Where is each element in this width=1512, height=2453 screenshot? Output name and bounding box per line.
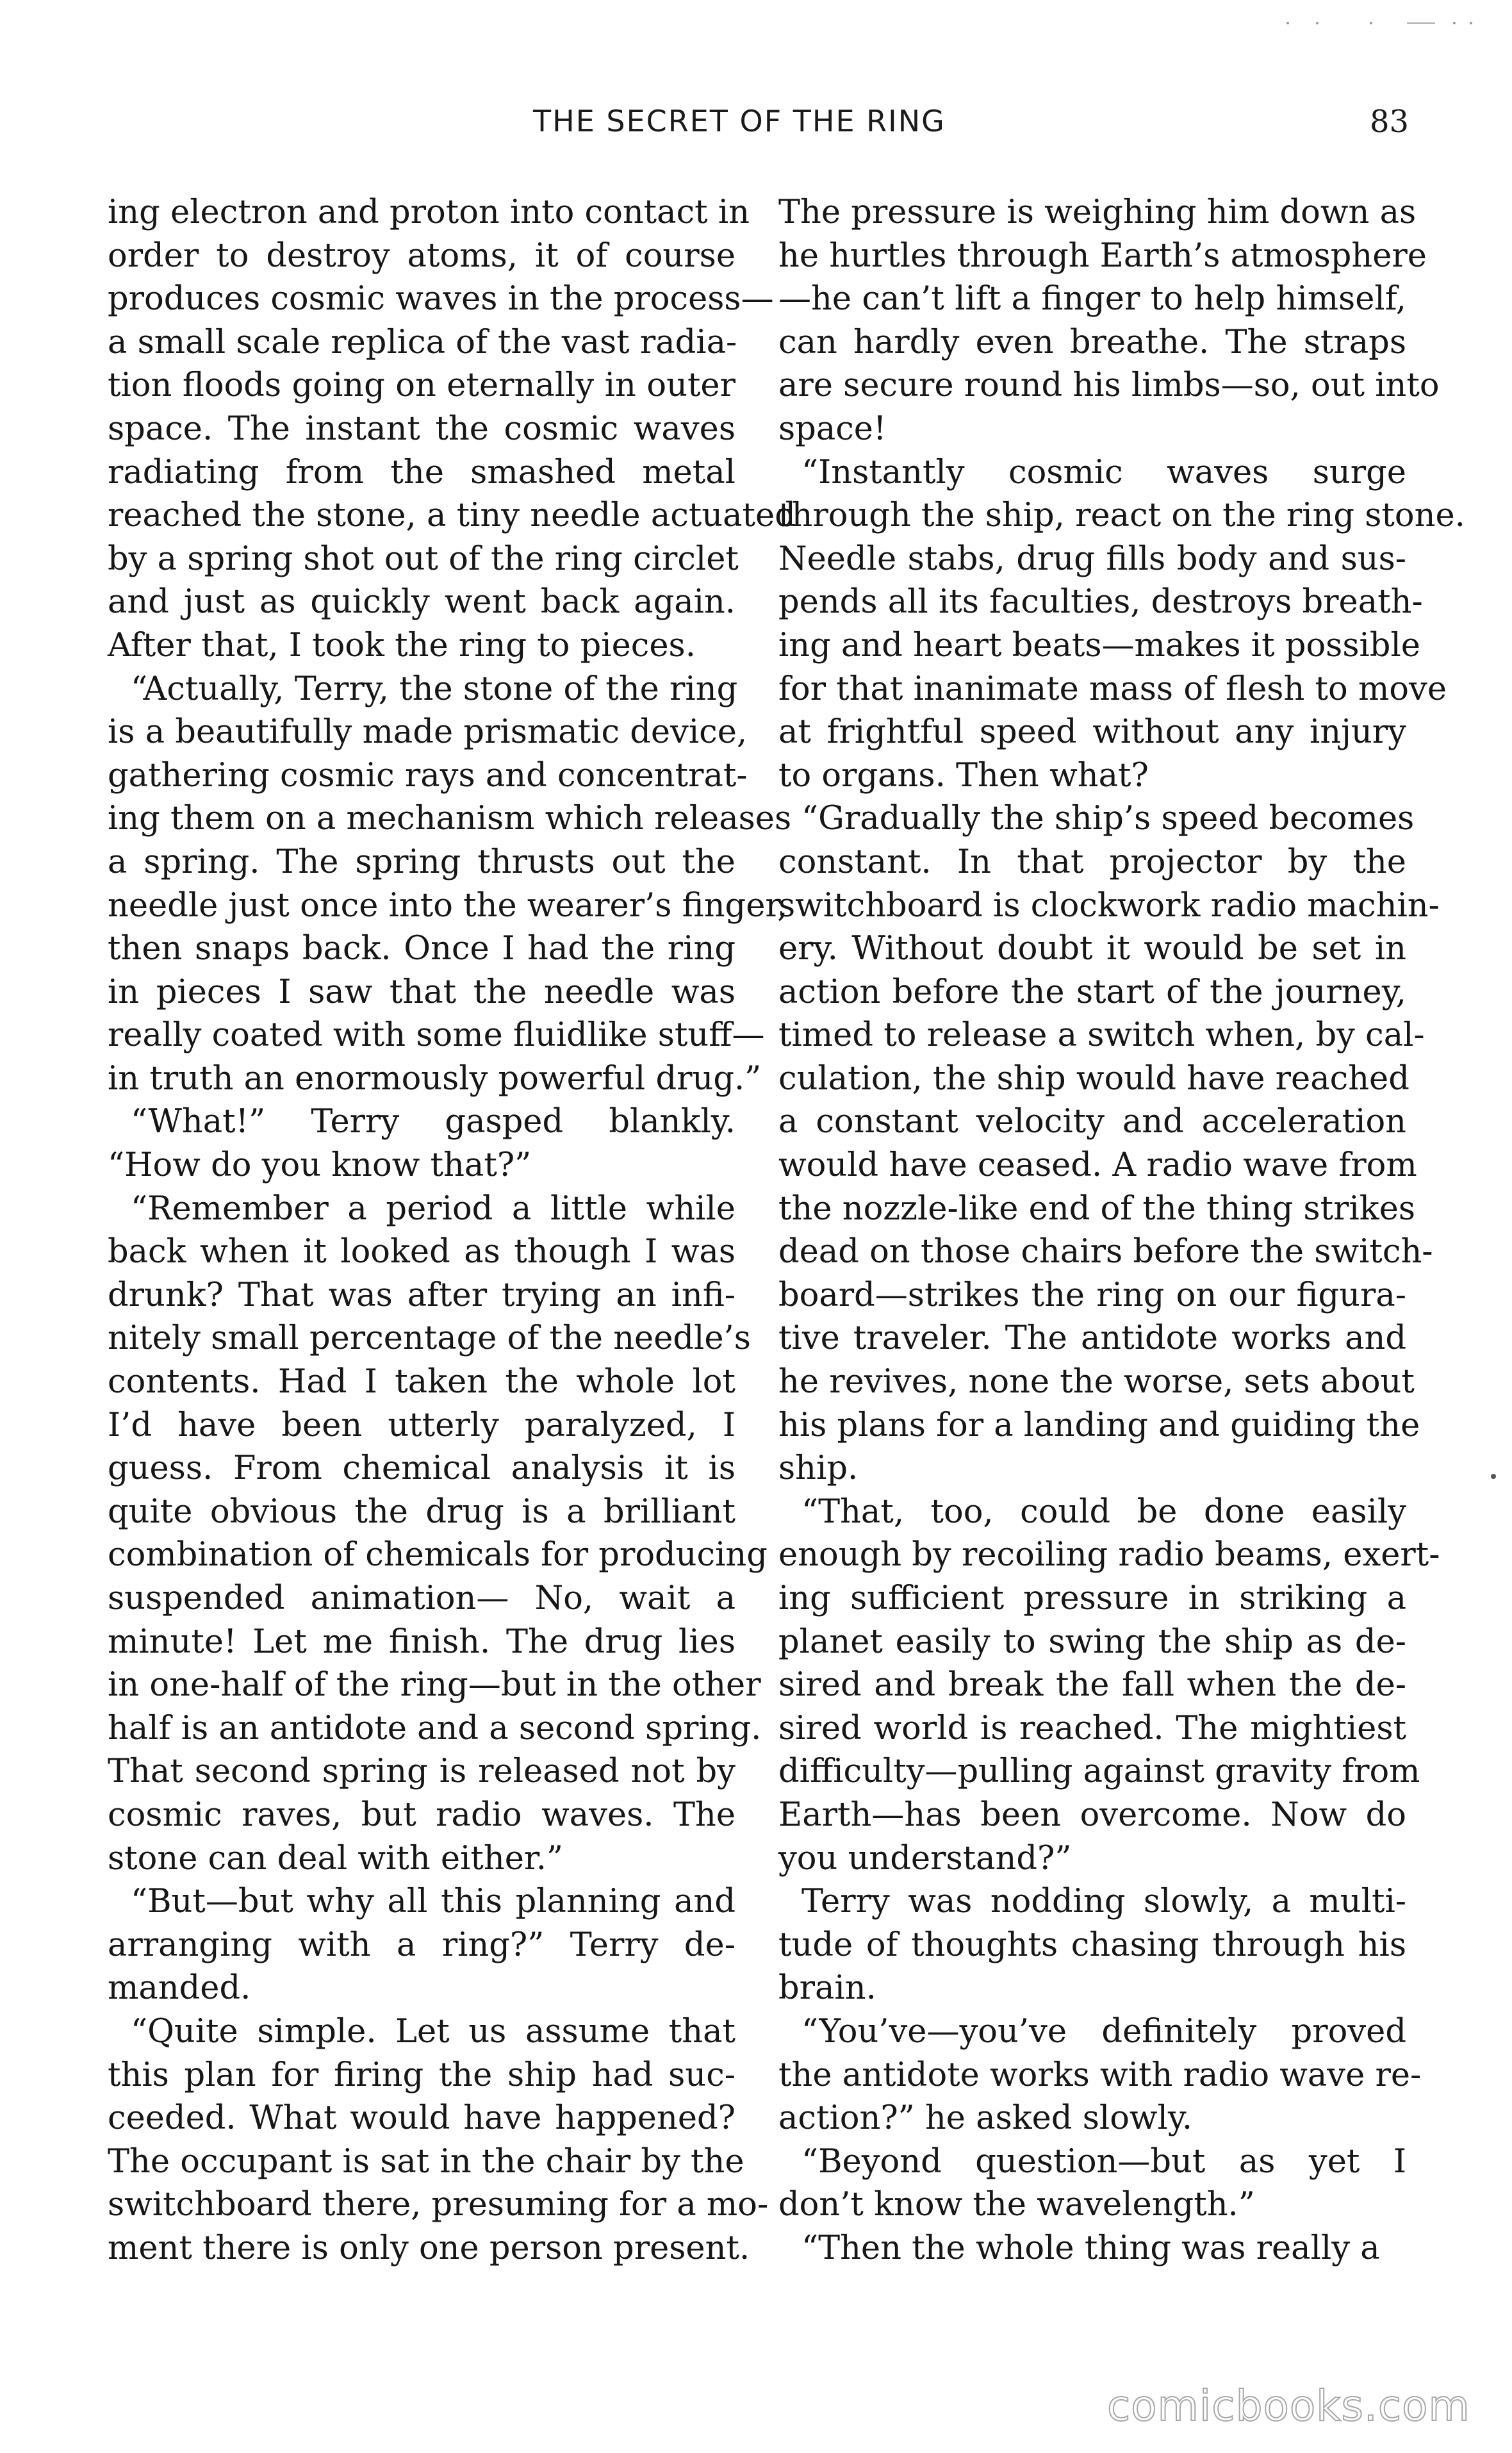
text-line: timed to release a switch when, by cal- [778,1016,1425,1055]
text-line: ment there is only one person present. [108,2229,750,2267]
text-line: and just as quickly went back again. [108,583,735,622]
text-line: space. The instant the cosmic waves [108,409,735,448]
text-line: you understand?” [778,1839,1072,1878]
text-line: the antidote works with radio wave re- [778,2056,1422,2094]
text-line: tive traveler. The antidote works and [778,1319,1406,1358]
text-line: in pieces I saw that the needle was [108,973,735,1011]
text-line: at frightful speed without any injury [778,713,1406,752]
text-line: he hurtles through Earth’s atmosphere [778,236,1427,275]
text-line: nitely small percentage of the needle’s [108,1319,751,1358]
text-line: After that, I took the ring to pieces. [108,626,696,665]
text-line: would have ceased. A radio wave from [778,1146,1417,1185]
running-header [0,104,1512,149]
text-line: gathering cosmic rays and concentrat- [108,756,748,795]
text-line: —he can’t lift a finger to help himself, [778,280,1406,318]
text-line: enough by recoiling radio beams, exert- [778,1536,1440,1574]
text-line: ing and heart beats—makes it possible [778,626,1420,665]
text-line: quite obvious the drug is a brilliant [108,1492,735,1531]
text-line: for that inanimate mass of flesh to move [778,670,1447,708]
text-line: are secure round his limbs—so, out into [778,367,1440,405]
paragraph [108,191,796,668]
text-line: ing electron and proton into contact in [108,194,750,231]
text-line: back when it looked as though I was [108,1233,735,1271]
running-title: THE SECRET OF THE RING [533,104,946,138]
text-line: pends all its faculties, destroys breath- [778,583,1423,622]
text-line: tude of thoughts chasing through his [778,1926,1406,1964]
text-line: “Remember a period a little while [131,1189,735,1228]
text-line: ing them on a mechanism which releases [108,800,792,838]
text-line: by a spring shot out of the ring circlet [108,540,739,578]
left-text-column [108,191,796,2270]
text-line: reached the stone, a tiny needle actuated [108,497,796,535]
text-line: tion floods going on eternally in outer [108,367,735,405]
text-line: guess. From chemical analysis it is [108,1450,735,1488]
text-line: a constant velocity and acceleration [778,1103,1406,1141]
text-line: the nozzle-like end of the thing strikes [778,1189,1416,1228]
text-line: difficulty—pulling against gravity from [778,1753,1420,1791]
text-line: can hardly even breathe. The straps [778,323,1406,361]
paragraph [778,1880,1406,2010]
text-line: his plans for a landing and guiding the [778,1406,1420,1444]
text-line: Earth—has been overcome. Now do [778,1796,1406,1834]
text-line: “Beyond question—but as yet I [801,2142,1406,2181]
text-line: action?” he asked slowly. [778,2099,1193,2138]
text-line: “Then the whole thing was really a [801,2229,1380,2267]
text-line: sired and break the fall when the de- [778,1666,1406,1705]
text-line: really coated with some fluidlike stuff— [108,1016,765,1055]
text-line: ceeded. What would have happened? [108,2099,735,2138]
text-line: That second spring is released not by [108,1753,735,1791]
text-line: minute! Let me finish. The drug lies [108,1623,735,1661]
paragraph [108,1880,735,2010]
text-line: through the ship, react on the ring stone. [778,497,1465,535]
text-line: ing sufficient pressure in striking a [778,1580,1406,1617]
text-line: “Gradually the ship’s speed becomes [801,800,1415,838]
text-line: “You’ve—you’ve definitely proved [801,2012,1406,2051]
text-line: half is an antidote and a second spring. [108,1709,762,1747]
text-line: culation, the ship would have reached [778,1059,1409,1098]
text-line: action before the start of the journey, [778,973,1406,1011]
text-line: combination of chemicals for producing [108,1536,768,1574]
text-line: cosmic raves, but radio waves. The [108,1796,735,1834]
text-line: then snaps back. Once I had the ring [108,930,735,968]
paragraph [778,1491,1440,1880]
text-line: ship. [778,1450,859,1488]
paragraph [778,2010,1422,2140]
text-line: I’d have been utterly paralyzed, I [108,1406,735,1444]
text-line: “That, too, could be done easily [801,1492,1406,1531]
text-line: board—strikes the ring on our figura- [778,1276,1406,1314]
text-line: The pressure is weighing him down as [778,194,1417,231]
text-line: planet easily to swing the ship as de- [778,1623,1406,1661]
watermark-logo: comicbooks.com [1107,2381,1470,2431]
paragraph [108,2010,769,2270]
text-line: sired world is reached. The mightiest [778,1709,1406,1747]
text-line: a spring. The spring thrusts out the [108,843,735,881]
text-line: “Instantly cosmic waves surge [801,453,1406,491]
paragraph [778,451,1465,798]
text-line: arranging with a ring?” Terry de- [108,1926,735,1964]
paragraph [778,797,1440,1491]
text-line: switchboard there, presuming for a mo- [108,2186,769,2224]
text-line: drunk? That was after trying an infi- [108,1276,735,1314]
text-line: switchboard is clockwork radio machin- [778,886,1440,925]
text-line: don’t know the wavelength.” [778,2186,1255,2224]
text-line: “Actually, Terry, the stone of the ring [131,670,738,708]
text-line: a small scale replica of the vast radia- [108,323,737,361]
text-line: needle just once into the wearer’s finger, [108,886,788,925]
text-line: produces cosmic waves in the process— [108,280,774,318]
text-line: dead on those chairs before the switch- [778,1233,1433,1271]
right-text-column [778,191,1465,2270]
text-line: this plan for firing the ship had suc- [108,2056,735,2094]
paragraph [778,2140,1406,2227]
text-line: ery. Without doubt it would be set in [778,930,1406,968]
text-line: space! [778,409,887,448]
text-line: order to destroy atoms, it of course [108,236,735,275]
text-line: “But—but why all this planning and [131,1883,735,1921]
text-line: “How do you know that?” [108,1146,532,1185]
paragraph [108,1187,768,1881]
text-line: in one-half of the ring—but in the other [108,1666,761,1705]
text-line: brain. [778,1969,876,2008]
text-line: contents. Had I taken the whole lot [108,1363,735,1401]
text-line: is a beautifully made prismatic device, [108,713,748,752]
text-line: constant. In that projector by the [778,843,1406,881]
text-line: to organs. Then what? [778,756,1149,795]
text-line: The occupant is sat in the chair by the [108,2142,744,2181]
text-line: Terry was nodding slowly, a multi- [801,1883,1406,1921]
text-line: “What!” Terry gasped blankly. [131,1103,735,1141]
paragraph [778,191,1440,451]
text-line: Needle stabs, drug fills body and sus- [778,540,1406,578]
page-number: 83 [1370,104,1409,140]
text-line: in truth an enormously powerful drug.” [108,1059,762,1098]
paragraph [108,668,792,1101]
text-line: radiating from the smashed metal [108,453,735,491]
paragraph [778,2227,1406,2270]
text-line: suspended animation— No, wait a [108,1580,735,1617]
paragraph [108,1100,735,1187]
text-line: “Quite simple. Let us assume that [131,2012,735,2051]
text-line: stone can deal with either.” [108,1839,563,1878]
text-line: manded. [108,1969,251,2008]
text-line: he revives, none the worse, sets about [778,1363,1415,1401]
